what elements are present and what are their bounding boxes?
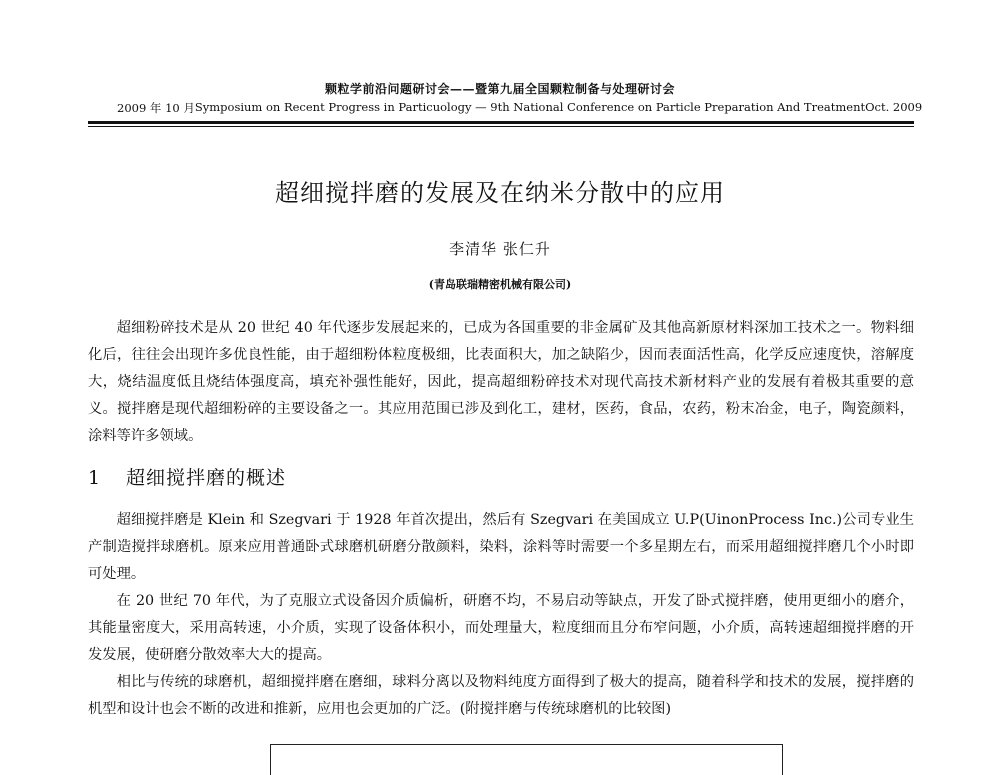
section-1-heading (88, 463, 286, 490)
header-date-en: Oct. 2009 (865, 100, 923, 114)
header-rule-thick (88, 121, 914, 124)
section-1-body (88, 507, 914, 723)
intro-section (88, 315, 914, 450)
section-1-paragraph-1: 超细搅拌磨是 Klein 和 Szegvari 于 1928 年首次提出，然后有 Szegvari 在美国成立 U.P(UinonProcess Inc.)公司专业生产制造搅拌球磨机。原来应用普通卧式球磨机研磨分散颜料，染料，涂料等时需要一个多星期左右，而采用超细搅拌磨几个小时即可处理。 (88, 512, 914, 582)
section-1-paragraph-3: 相比与传统的球磨机，超细搅拌磨在磨细，球料分离以及物料纯度方面得到了极大的提高，随着科学和技术的发展，搅拌磨的机型和设计也会不断的改进和推新，应用也会更加的广泛。(附搅拌磨与传统球磨机的比较图) (88, 674, 914, 717)
section-1-title: 超细搅拌磨的概述 (126, 467, 287, 489)
intro-paragraph: 超细粉碎技术是从 20 世纪 40 年代逐步发展起来的，已成为各国重要的非金属矿及其他高新原材料深加工技术之一。物料细化后，往往会出现许多优良性能，由于超细粉体粒度极细，比表面积大，加之缺陷少，因而表面活性高，化学反应速度快，溶解度大，烧结温度低且烧结体强度高，填充补强性能好，因此，提高超细粉碎技术对现代高技术新材料产业的发展有着极其重要的意义。搅拌磨是现代超细粉碎的主要设备之一。其应用范围已涉及到化工，建材，医药，食品，农药，粉末冶金，电子，陶瓷颜料，涂料等许多领域。 (88, 320, 914, 444)
paper-authors: 李清华 张仁升 (449, 240, 551, 258)
section-1-paragraph-2: 在 20 世纪 70 年代，为了克服立式设备因介质偏析，研磨不均，不易启动等缺点，开发了卧式搅拌磨，使用更细小的磨介，其能量密度大，采用高转速，小介质，实现了设备体积小，而处理量大，粒度细而且分布窄问题，小介质，高转速超细搅拌磨的开发发展，使研磨分散效率大大的提高。 (88, 593, 914, 663)
section-1-number: 1 (88, 467, 102, 489)
header-rule-thin (88, 126, 914, 127)
running-header-cn: 颗粒学前沿问题研讨会——暨第九届全国颗粒制备与处理研讨会 (324, 82, 675, 96)
paper-affiliation: (青岛联瑞精密机械有限公司) (428, 278, 572, 291)
paper-title: 超细搅拌磨的发展及在纳米分散中的应用 (275, 179, 725, 207)
running-header-en (117, 100, 923, 116)
header-symposium-en: Symposium on Recent Progress in Particuology — 9th National Conference on Particle Preparation And Treatment (194, 100, 866, 114)
header-date-cn: 2009 年 10 月 (117, 101, 195, 115)
